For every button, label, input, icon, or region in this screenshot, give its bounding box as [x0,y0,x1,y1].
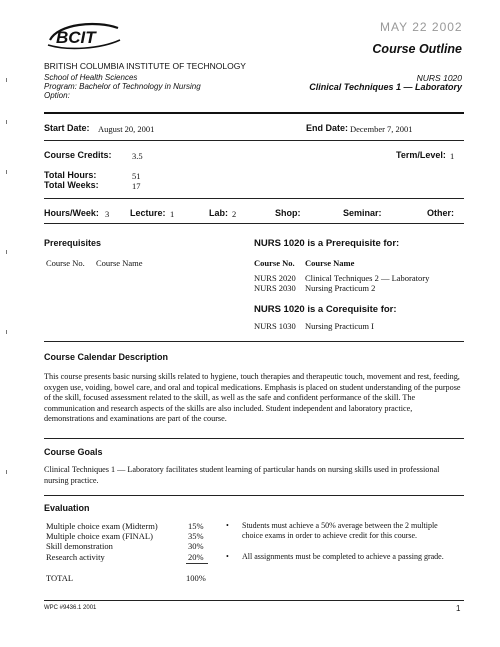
evaluation-item: Multiple choice exam (FINAL) [46,531,153,541]
bullet-icon: • [226,521,229,530]
total-hours-value: 51 [132,171,141,181]
shop-label: Shop: [275,208,301,218]
received-stamp: MAY 22 2002 [380,20,463,34]
scan-mark [6,330,7,334]
total-weeks-label: Total Weeks: [44,180,99,190]
other-label: Other: [427,208,454,218]
prereq-for-heading: NURS 1020 is a Prerequisite for: [254,238,400,249]
divider [44,112,464,114]
divider [44,600,464,601]
coreq-heading: NURS 1020 is a Corequisite for: [254,304,397,315]
option-label: Option: [44,91,70,100]
lecture-label: Lecture: [130,208,166,218]
goals-text: Clinical Techniques 1 — Laboratory facilitates student learning of particular hands on nursing skills used in professional nursing practice. [44,465,440,485]
course-code: NURS 1020 [416,73,462,83]
calendar-description: This course presents basic nursing skills related to hygiene, touch therapies and therapeutic touch, movement and rest, feeding, oxygen use, voiding, bowel care, and oral and topical medications. Emphasis is placed on student understanding of the purpose of the skill, focused assessment related to the skill, as well as the safe and confident performance of the skill. The communication and research aspects of the skills are also included. Student independent and laboratory practice, demonstrations and examinations are part of the course. [44,372,461,423]
prereq-for-row-name: Nursing Practicum 2 [305,283,376,293]
total-weeks-value: 17 [132,181,141,191]
prereq-for-col-no: Course No. [254,258,295,268]
prereq-for-row-no: NURS 2020 [254,273,296,283]
prereq-col-no: Course No. [46,258,85,268]
evaluation-note: All assignments must be completed to achieve a passing grade. [242,552,444,561]
bullet-icon: • [226,552,229,561]
scan-mark [6,120,7,124]
evaluation-total-value: 100% [186,573,206,583]
scan-mark [6,470,7,474]
prereq-for-row-no: NURS 2030 [254,283,296,293]
divider [44,495,464,496]
evaluation-heading: Evaluation [44,503,90,513]
credits-label: Course Credits: [44,150,112,160]
evaluation-pct: 30% [188,541,204,551]
program-name: Program: Bachelor of Technology in Nursing [44,82,201,91]
svg-text:BCIT: BCIT [56,28,96,47]
lab-value: 2 [232,209,237,219]
evaluation-total-label: TOTAL [46,573,74,583]
evaluation-item: Multiple choice exam (Midterm) [46,521,158,531]
doc-title: Course Outline [372,42,462,56]
institute-name: BRITISH COLUMBIA INSTITUTE OF TECHNOLOGY [44,61,246,71]
scan-mark [6,250,7,254]
total-hours-label: Total Hours: [44,170,97,180]
prereq-for-col-name: Course Name [305,258,355,268]
prereq-for-row-name: Clinical Techniques 2 — Laboratory [305,273,430,283]
coreq-row-name: Nursing Practicum I [305,321,374,331]
divider [44,198,464,199]
calendar-heading: Course Calendar Description [44,352,169,362]
coreq-row-no: NURS 1030 [254,321,296,331]
bcit-logo [44,18,124,54]
page-number: 1 [456,604,461,613]
scan-mark [6,170,7,174]
footer-code: WPC #9436.1 2001 [44,605,97,611]
prerequisites-heading: Prerequisites [44,238,102,248]
term-value: 1 [450,151,455,161]
divider [44,140,464,141]
evaluation-item: Skill demonstration [46,541,113,551]
scan-mark [6,78,7,82]
total-rule [186,563,208,564]
evaluation-pct: 20% [188,552,204,562]
bcit-logo-mark [44,18,124,54]
credits-value: 3.5 [132,151,143,161]
seminar-label: Seminar: [343,208,382,218]
hours-week-label: Hours/Week: [44,208,99,218]
divider [44,341,464,342]
end-date-value: December 7, 2001 [350,124,413,134]
evaluation-pct: 35% [188,531,204,541]
divider [44,223,464,224]
divider [44,438,464,439]
end-date-label: End Date: [306,123,349,133]
evaluation-pct: 15% [188,521,204,531]
prereq-col-name: Course Name [96,258,143,268]
evaluation-note: Students must achieve a 50% average between the 2 multiple choice exams in order to achieve credit for this course. [242,521,438,540]
goals-heading: Course Goals [44,447,103,457]
evaluation-item: Research activity [46,552,105,562]
lecture-value: 1 [170,209,175,219]
school-name: School of Health Sciences [44,73,138,82]
hours-week-value: 3 [105,209,110,219]
start-date-label: Start Date: [44,123,90,133]
start-date-value: August 20, 2001 [98,124,155,134]
course-title: Clinical Techniques 1 — Laboratory [309,82,462,92]
term-label: Term/Level: [396,150,446,160]
lab-label: Lab: [209,208,228,218]
